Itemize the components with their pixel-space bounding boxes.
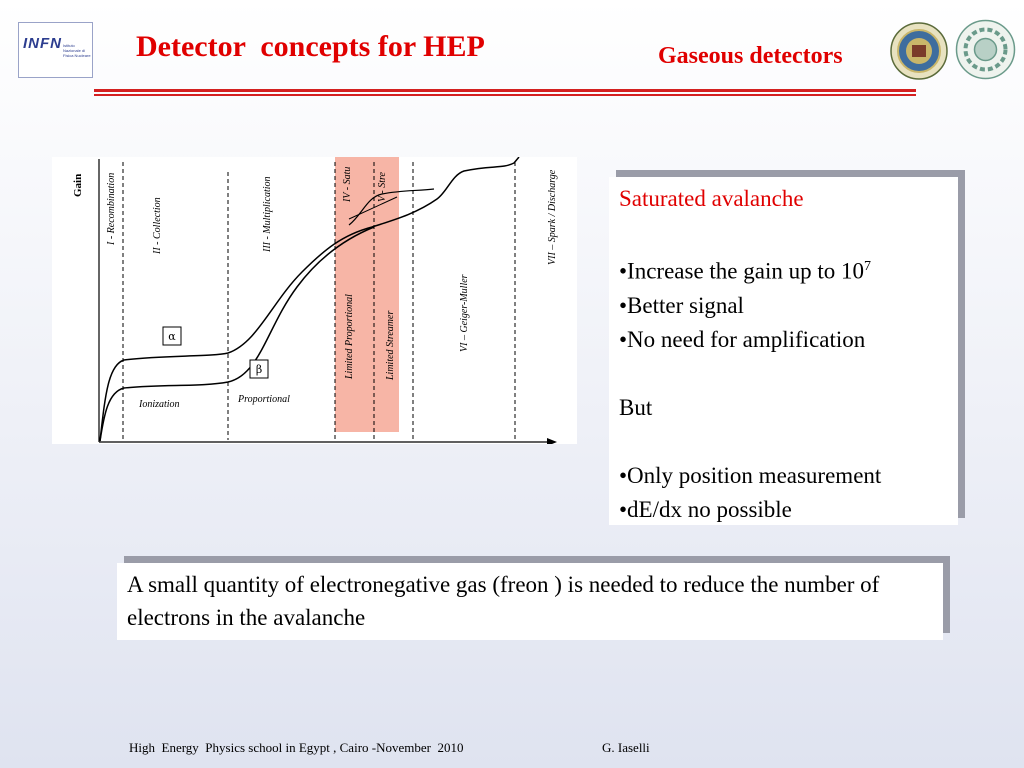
infn-logo-subtext: Istituto Nazionale di Fisica Nucleare bbox=[63, 43, 91, 58]
institute-seal-icon bbox=[955, 19, 1016, 80]
box1-bullet-amplification: •No need for amplification bbox=[619, 326, 866, 352]
box1-bullet-signal: •Better signal bbox=[619, 292, 744, 318]
gain-chart-svg bbox=[52, 157, 577, 444]
region-label-5: V - Stre bbox=[377, 172, 388, 202]
box1-but: But bbox=[619, 394, 653, 420]
university-seal-icon bbox=[890, 22, 948, 80]
footer-author: G. Iaselli bbox=[602, 740, 650, 755]
slide-title: Detector concepts for HEP bbox=[136, 30, 485, 63]
region-label-3: III - Multiplication bbox=[262, 176, 273, 252]
alpha-label: α bbox=[168, 330, 176, 343]
gain-text: •Increase the gain up to 10 bbox=[619, 258, 864, 284]
infn-logo-mark: INFN bbox=[23, 35, 62, 52]
region-label-1: I - Recombination bbox=[106, 172, 117, 245]
region-label-7: VII – Spark / Discharge bbox=[547, 169, 558, 265]
footer-event: High Energy Physics school in Egypt , Cairo -November 2010 bbox=[129, 740, 464, 755]
x-axis-arrow bbox=[547, 438, 557, 444]
header-rule-bottom bbox=[94, 94, 916, 96]
saturated-avalanche-box bbox=[609, 177, 958, 525]
region-label-4: IV - Satu bbox=[342, 166, 353, 202]
box1-bullet-gain bbox=[619, 250, 958, 289]
box1-bullet-dedx: •dE/dx no possible bbox=[619, 496, 792, 522]
infn-logo bbox=[18, 22, 93, 78]
freon-note-box bbox=[117, 563, 943, 640]
box1-heading: Saturated avalanche bbox=[619, 186, 804, 211]
freon-note-text: A small quantity of electronegative gas (freon ) is needed to reduce the number of electrons in the avalanche bbox=[127, 572, 880, 630]
header-rule-top bbox=[94, 89, 916, 92]
annotation-ionization: Ionization bbox=[139, 399, 180, 410]
gain-exponent: 7 bbox=[864, 259, 871, 274]
beta-label: β bbox=[255, 363, 263, 376]
gain-regions-chart bbox=[52, 157, 577, 444]
annotation-limited-proportional: Limited Proportional bbox=[344, 294, 355, 379]
region-label-6: VI – Geiger-Muller bbox=[459, 274, 470, 352]
annotation-limited-streamer: Limited Streamer bbox=[385, 310, 396, 380]
region-label-2: II - Collection bbox=[152, 197, 163, 254]
box1-bullet-position: •Only position measurement bbox=[619, 462, 882, 488]
slide-subtitle: Gaseous detectors bbox=[658, 43, 843, 69]
y-axis-label: Gain bbox=[72, 173, 84, 197]
annotation-proportional: Proportional bbox=[238, 394, 290, 405]
